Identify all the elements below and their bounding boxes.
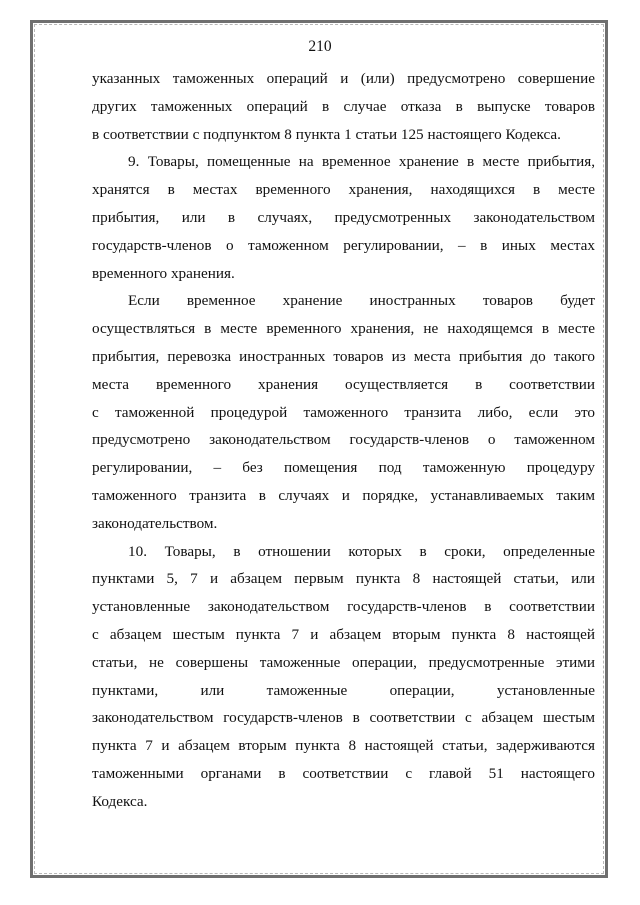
text-line: с абзацем шестым пункта 7 и абзацем вторым пункта 8 настоящей — [92, 625, 595, 643]
text-line: указанных таможенных операций и (или) предусмотрено совершение — [92, 70, 595, 87]
text-line: законодательством. — [92, 514, 218, 532]
text-line: осуществляться в месте временного хранения, не находящемся в месте — [92, 320, 595, 338]
text-line: статьи, не совершены таможенные операции, предусмотренные этими — [92, 653, 595, 671]
text-line: Кодекса. — [92, 792, 148, 810]
text-line: установленные законодательством государств-членов в соответствии — [92, 598, 595, 616]
text-line: пункта 7 и абзацем вторым пункта 8 настоящей статьи, задерживаются — [92, 737, 595, 755]
text-line: таможенного транзита в случаях и порядке, устанавливаемых таким — [92, 486, 595, 504]
text-line: места временного хранения осуществляется в соответствии — [92, 375, 595, 393]
text-line: таможенными органами в соответствии с главой 51 настоящего — [92, 764, 595, 782]
text-line: пунктами, или таможенные операции, установленные — [92, 681, 595, 699]
document-body — [92, 65, 595, 816]
text-line: государств-членов о таможенном регулировании, – в иных местах — [92, 236, 595, 254]
text-line: прибытия, перевозка иностранных товаров из места прибытия до такого — [92, 347, 595, 365]
text-line: законодательством государств-членов в соответствии с абзацем шестым — [92, 709, 595, 727]
text-line: хранятся в местах временного хранения, находящихся в месте — [92, 181, 595, 199]
text-line: пунктами 5, 7 и абзацем первым пункта 8 настоящей статьи, или — [92, 570, 595, 588]
text-line: Если временное хранение иностранных товаров будет — [128, 292, 595, 310]
page-number: 210 — [308, 38, 332, 55]
text-line: 9. Товары, помещенные на временное хранение в месте прибытия, — [128, 153, 595, 171]
text-line: 10. Товары, в отношении которых в сроки, определенные — [128, 542, 595, 560]
text-line: временного хранения. — [92, 264, 235, 282]
text-line: регулировании, – без помещения под таможенную процедуру — [92, 459, 595, 477]
text-line: других таможенных операций в случае отказа в выпуске товаров — [92, 97, 595, 115]
text-line: в соответствии с подпунктом 8 пункта 1 статьи 125 настоящего Кодекса. — [92, 125, 561, 143]
text-line: прибытия, или в случаях, предусмотренных законодательством — [92, 208, 595, 226]
text-line: предусмотрено законодательством государств-членов о таможенном — [92, 431, 595, 449]
text-line: с таможенной процедурой таможенного транзита либо, если это — [92, 403, 595, 421]
